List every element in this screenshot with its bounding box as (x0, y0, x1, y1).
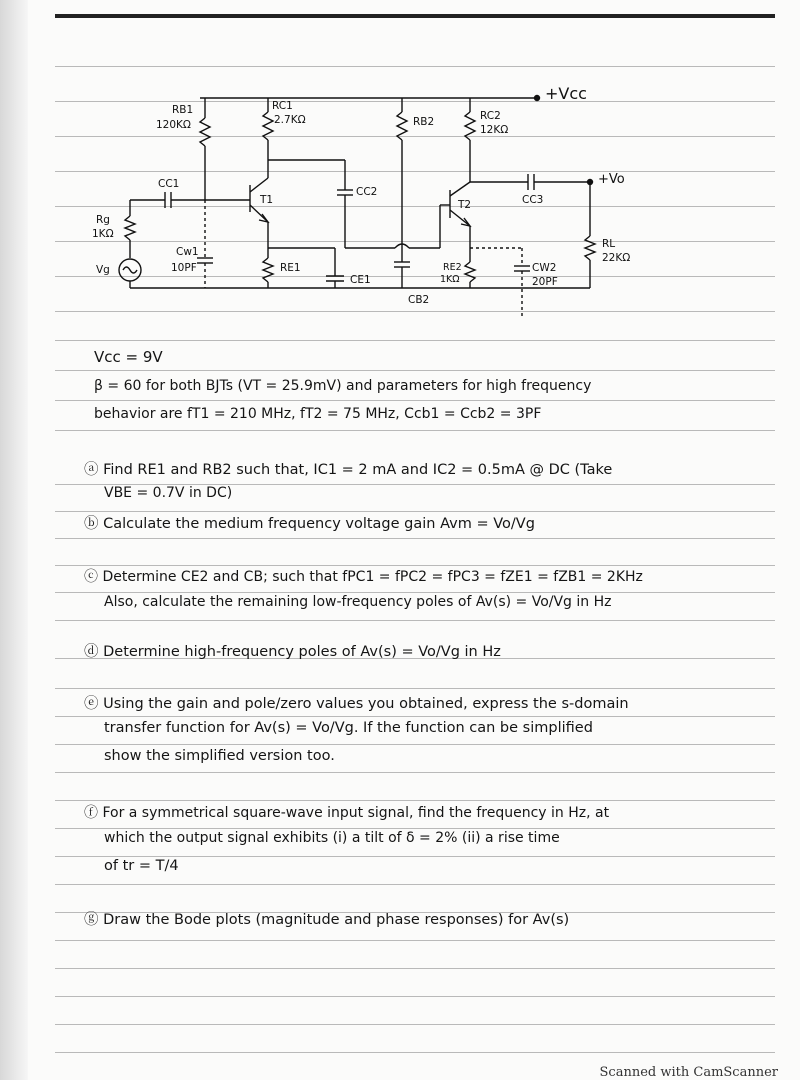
t2-emitter (450, 210, 470, 226)
rc1-resistor (263, 112, 273, 140)
re2-resistor (465, 262, 475, 282)
given-high-freq-params: behavior are fT1 = 210 MHz, fT2 = 75 MHz, Ccb1 = Ccb2 = 3PF (94, 406, 542, 422)
t2-collector (450, 182, 470, 196)
ruled-line (55, 538, 775, 539)
rc1-value: 2.7KΩ (274, 114, 306, 126)
cc3-name: CC3 (522, 194, 544, 206)
ruled-line (55, 620, 775, 621)
ruled-line (55, 828, 775, 829)
rc2-value: 12KΩ (480, 124, 509, 136)
t1-collector (250, 178, 268, 192)
rb1-name: RB1 (172, 104, 194, 116)
question-f-line-3: of tr = T/4 (104, 858, 179, 874)
ruled-line (55, 370, 775, 371)
re2-value: 1KΩ (440, 274, 460, 285)
rg-name: Rg (96, 214, 110, 226)
question-f-line-1: ⓕ For a symmetrical square-wave input signal, find the frequency in Hz, at (84, 805, 610, 821)
ruled-line (55, 940, 775, 941)
rc2-name: RC2 (480, 110, 501, 122)
rb2-resistor (397, 112, 407, 140)
ce1-name: CE1 (350, 274, 371, 286)
ruled-line (55, 592, 775, 593)
rl-resistor (585, 236, 595, 260)
question-c-line-2: Also, calculate the remaining low-frequency poles of Av(s) = Vo/Vg in Hz (104, 594, 612, 610)
cw1-name: Cw1 (176, 246, 199, 258)
cw2-name: CW2 (532, 262, 557, 274)
cw2-value: 20PF (532, 276, 558, 288)
ruled-line (55, 996, 775, 997)
ruled-line (55, 430, 775, 431)
rg-resistor (125, 216, 135, 240)
bjt-amplifier-schematic (0, 0, 800, 340)
vg-name: Vg (96, 264, 110, 276)
vcc-node (535, 96, 540, 101)
ruled-line (55, 884, 775, 885)
cc1-name: CC1 (158, 178, 180, 190)
ruled-line (55, 744, 775, 745)
given-vcc: Vcc = 9V (94, 348, 163, 366)
t1-name: T1 (260, 194, 274, 206)
re1-resistor (263, 258, 273, 282)
rb2-name: RB2 (413, 116, 435, 128)
question-d: ⓓ Determine high-frequency poles of Av(s) = Vo/Vg in Hz (84, 644, 501, 660)
rl-value: 22KΩ (602, 252, 631, 264)
question-c-line-1: ⓒ Determine CE2 and CB; such that fPC1 = fPC2 = fPC3 = fZE1 = fZB1 = 2KHz (84, 569, 643, 585)
ruled-line (55, 800, 775, 801)
ruled-line (55, 772, 775, 773)
question-e-line-1: ⓔ Using the gain and pole/zero values you obtained, express the s-domain (84, 696, 629, 712)
ruled-line (55, 340, 775, 341)
question-b: ⓑ Calculate the medium frequency voltage gain Avm = Vo/Vg (84, 516, 535, 532)
re1-name: RE1 (280, 262, 301, 274)
rc1-name: RC1 (272, 100, 293, 112)
ruled-line (55, 968, 775, 969)
t2-name: T2 (458, 199, 472, 211)
question-a-line-2: VBE = 0.7V in DC) (104, 485, 233, 501)
rl-name: RL (602, 238, 616, 250)
given-beta: β = 60 for both BJTs (VT = 25.9mV) and parameters for high frequency (94, 378, 592, 394)
rc2-resistor (465, 112, 475, 140)
cc2-name: CC2 (356, 186, 378, 198)
cb2-name: CB2 (408, 294, 430, 306)
question-a-line-1: ⓐ Find RE1 and RB2 such that, IC1 = 2 mA and IC2 = 0.5mA @ DC (Take (84, 462, 613, 478)
re2-name: RE2 (443, 262, 462, 273)
rb1-value: 120KΩ (156, 119, 191, 131)
question-e-line-3: show the simplified version too. (104, 748, 335, 764)
scanner-watermark: Scanned with CamScanner (599, 1065, 778, 1080)
ruled-line (55, 400, 775, 401)
question-e-line-2: transfer function for Av(s) = Vo/Vg. If the function can be simplified (104, 720, 593, 736)
question-g: ⓖ Draw the Bode plots (magnitude and phase responses) for Av(s) (84, 912, 570, 928)
rg-value: 1KΩ (92, 228, 114, 240)
vcc-label: +Vcc (545, 84, 587, 103)
question-f-line-2: which the output signal exhibits (i) a tilt of δ = 2% (ii) a rise time (104, 830, 560, 846)
ruled-line (55, 716, 775, 717)
cw1-value: 10PF (171, 262, 197, 274)
vo-label: +Vo (598, 172, 625, 187)
ruled-line (55, 688, 775, 689)
ruled-line (55, 1024, 775, 1025)
rb1-resistor (200, 118, 210, 146)
ruled-line (55, 1052, 775, 1053)
ruled-line (55, 856, 775, 857)
